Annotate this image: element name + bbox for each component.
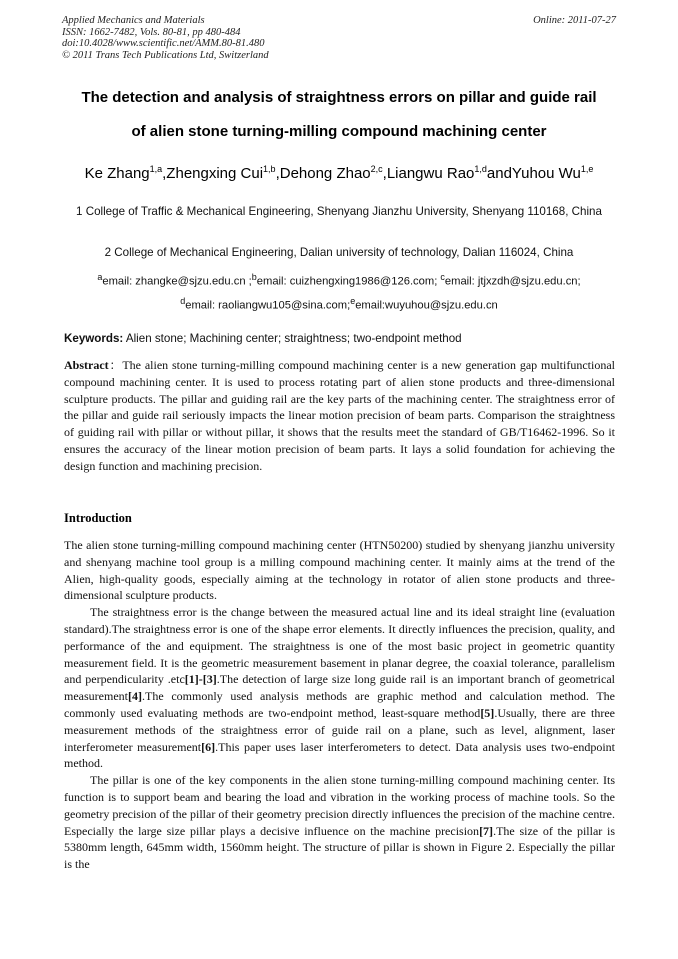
email-sup: b bbox=[251, 272, 257, 282]
citation: [1]-[3] bbox=[184, 672, 217, 687]
author-sup: 1,b bbox=[263, 164, 276, 174]
paragraph-text: .The size of the pillar is 5380mm length, 645mm width, 1560mm height. The structure of pillar is shown in Figure 2. Especially the pillar is the bbox=[64, 823, 616, 872]
journal-name: Applied Mechanics and Materials bbox=[62, 15, 205, 26]
email-e: email:wuyuhou@sjzu.edu.cn bbox=[355, 299, 498, 312]
email-c: email: jtjxzdh@sjzu.edu.cn; bbox=[444, 275, 581, 288]
copyright-line: © 2011 Trans Tech Publications Ltd, Switzerland bbox=[62, 49, 269, 61]
email-d: email: raoliangwu105@sina.com; bbox=[185, 299, 351, 312]
title-line-2: of alien stone turning-milling compound machining center bbox=[131, 123, 547, 140]
citation: [5] bbox=[480, 705, 495, 720]
author-name: ,Dehong Zhao bbox=[275, 165, 371, 182]
abstract-text: The alien stone turning-milling compound machining center is a new generation gap multifunctional compound machining center. It is used to process rotating part of alien stone products and three-dimensional sculpture products. The pillar and guiding rail are the key parts of the machining center. The straightness error of the pillar and guide rail seriously impacts the linear motion precision of beam parts. Comparison the straightness of guiding rail with pillar or without pillar, it shows that the results meet the standard of GB/T16462-1996. So it ensures the accuracy of the linear motion precision of beam parts. It lays a solid foundation for achieving the design function and machining precision. bbox=[64, 358, 615, 473]
online-date: Online: 2011-07-27 bbox=[533, 15, 616, 26]
email-sup: c bbox=[440, 272, 445, 282]
author-name: ,Zhengxing Cui bbox=[162, 165, 264, 182]
paragraph-text: .Usually, there are three measurement methods of the straightness error of guide rail on a plane, such as level, alignment, laser interferometer measurement bbox=[64, 705, 616, 754]
citation: [7] bbox=[479, 823, 494, 838]
email-b: email: cuizhengxing1986@126.com; bbox=[256, 275, 441, 288]
email-sup: e bbox=[350, 296, 356, 306]
issn-line: ISSN: 1662-7482, Vols. 80-81, pp 480-484 bbox=[62, 26, 241, 38]
paragraph-text: The straightness error is the change between the measured actual line and its ideal straight line (evaluation standard).The straightness error is one of the shape error elements. It directly influences the precision, quality, and performance of the and equipment. The straightness is one of the most basic project in geometric quantity measurement field. It is the geometric measurement basement in planar degree, the coaxial tolerance, parallelism and perpendicularity .etc bbox=[64, 605, 615, 687]
citation: [6] bbox=[201, 739, 216, 754]
introduction-body bbox=[64, 537, 615, 873]
intro-paragraph-1: The alien stone turning-milling compound machining center (HTN50200) studied by shenyang jianzhu university and shenyang machine tool group is a milling compound machining center. It mainly aims at the trend of the Alien, high-quality goods, especially aiming at the technology in rotator of alien stone products and three-dimensional sculpture products. bbox=[64, 538, 615, 603]
doi-line: doi:10.4028/www.scientific.net/AMM.80-81.480 bbox=[62, 38, 265, 50]
intro-paragraph-3 bbox=[64, 772, 615, 873]
author-sup: 1,d bbox=[474, 164, 487, 174]
citation: [4] bbox=[127, 689, 142, 704]
author-name: ,Liangwu Rao bbox=[382, 165, 475, 182]
paragraph-text: .The detection of large size long guide rail is an important branch of geometrical measurement bbox=[64, 672, 615, 704]
introduction-heading: Introduction bbox=[64, 511, 132, 525]
journal-header bbox=[62, 15, 616, 61]
affiliation-1: 1 College of Traffic & Mechanical Engineering, Shenyang Jianzhu University, Shenyang 110168, China bbox=[76, 205, 602, 218]
paragraph-text: .The commonly used analysis methods are graphic method and calculation method. The commonly used evaluating methods are two-endpoint method, least-square method bbox=[64, 689, 615, 720]
email-sup: a bbox=[97, 272, 103, 282]
paragraph-text: The pillar is one of the key components in the alien stone turning-milling compound machining center. Its function is to support beam and bearing the load and vibration in the working process of machine tools. So the geometry precision of the pillar of their geometry precision directly influences the precision of the machine centre. Especially the large size pillar plays a decisive influence on the machine precision bbox=[64, 773, 615, 838]
author-list bbox=[20, 164, 658, 182]
abstract bbox=[64, 357, 615, 475]
abstract-separator: ： bbox=[108, 358, 123, 372]
title-line-1: The detection and analysis of straightness errors on pillar and guide rail bbox=[81, 89, 597, 106]
keywords bbox=[64, 332, 616, 345]
email-sup: d bbox=[180, 296, 186, 306]
abstract-label: Abstract bbox=[64, 358, 109, 372]
affiliation-2: 2 College of Mechanical Engineering, Dalian university of technology, Dalian 116024, China bbox=[104, 246, 574, 259]
email-line-1 bbox=[40, 268, 638, 291]
author-sup: 2,c bbox=[370, 164, 383, 174]
intro-paragraph-2 bbox=[64, 604, 615, 772]
author-sup: 1,e bbox=[580, 164, 594, 174]
author-name: andYuhou Wu bbox=[486, 165, 581, 182]
email-line-2 bbox=[40, 292, 638, 315]
keywords-label: Keywords: bbox=[64, 332, 124, 345]
paper-title bbox=[40, 88, 638, 156]
keywords-text: Alien stone; Machining center; straightness; two-endpoint method bbox=[123, 332, 462, 345]
email-a: email: zhangke@sjzu.edu.cn ; bbox=[102, 275, 252, 288]
paragraph-text: .This paper uses laser interferometers to detect. Data analysis uses two-endpoint method. bbox=[64, 739, 615, 771]
author-sup: 1,a bbox=[149, 164, 163, 174]
author-name: Ke Zhang bbox=[84, 165, 150, 182]
